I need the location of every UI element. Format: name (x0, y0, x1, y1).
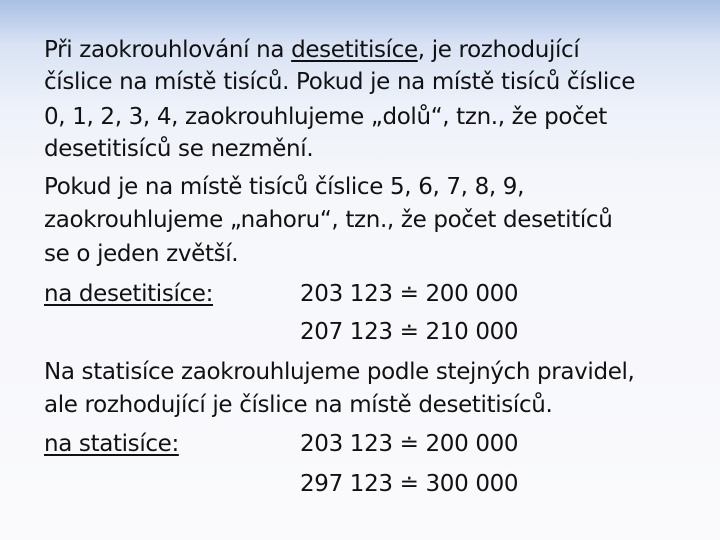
paragraph-3-line-1: Na statisíce zaokrouhlujeme podle stejných pravidel, (44, 359, 635, 385)
example-1-row-1: 203 123 ≐ 200 000 (300, 281, 519, 307)
paragraph-2-line-2: zaokrouhlujeme „nahoru“, tzn., že počet desetitíců (44, 207, 613, 233)
paragraph-1-line-1-post: , je rozhodující (417, 37, 580, 63)
paragraph-1-line-1 (44, 36, 579, 64)
paragraph-1-line-4: desetitisíců se nezmění. (44, 136, 314, 162)
paragraph-3-line-2: ale rozhodující je číslice na místě desetitisíců. (44, 392, 553, 418)
example-2-label: na statisíce: (44, 431, 179, 457)
paragraph-1-line-1-pre: Při zaokrouhlování na (44, 37, 292, 63)
paragraph-1-line-2: číslice na místě tisíců. Pokud je na místě tisíců číslice (44, 69, 636, 95)
example-2-row-2: 297 123 ≐ 300 000 (300, 471, 519, 497)
paragraph-1-line-3: 0, 1, 2, 3, 4, zaokrouhlujeme „dolů“, tzn., že počet (44, 104, 607, 130)
example-2-row-1: 203 123 ≐ 200 000 (300, 431, 519, 457)
example-1-row-2: 207 123 ≐ 210 000 (300, 319, 519, 345)
term-desetitisice: desetitisíce (291, 37, 418, 63)
paragraph-2-line-3: se o jeden zvětší. (44, 241, 239, 267)
paragraph-2-line-1: Pokud je na místě tisíců číslice 5, 6, 7, 8, 9, (44, 174, 525, 200)
example-1-label: na desetitisíce: (44, 281, 214, 307)
